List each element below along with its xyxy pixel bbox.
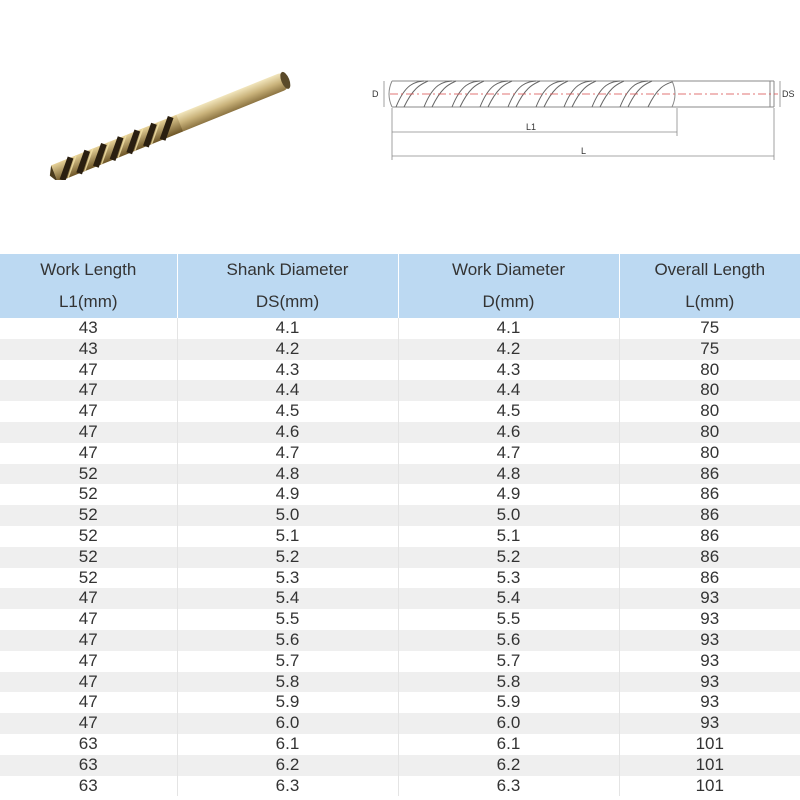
cell-shank-diameter: 5.2 xyxy=(177,547,398,568)
cell-work-diameter: 4.9 xyxy=(398,484,619,505)
cell-overall-length: 80 xyxy=(619,380,800,401)
table-row xyxy=(0,588,800,609)
cell-work-diameter: 5.0 xyxy=(398,505,619,526)
table-row xyxy=(0,318,800,339)
cell-work-length: 63 xyxy=(0,755,177,776)
table-row xyxy=(0,401,800,422)
cell-work-length: 47 xyxy=(0,422,177,443)
table-row xyxy=(0,713,800,734)
cell-work-diameter: 4.3 xyxy=(398,360,619,381)
cell-work-length: 63 xyxy=(0,776,177,797)
cell-work-diameter: 4.1 xyxy=(398,318,619,339)
cell-work-length: 52 xyxy=(0,526,177,547)
cell-work-diameter: 5.6 xyxy=(398,630,619,651)
table-row xyxy=(0,422,800,443)
cell-shank-diameter: 4.4 xyxy=(177,380,398,401)
cell-work-length: 63 xyxy=(0,734,177,755)
table-row xyxy=(0,630,800,651)
header-title: Work Diameter xyxy=(451,260,566,279)
cell-shank-diameter: 5.7 xyxy=(177,651,398,672)
cell-overall-length: 93 xyxy=(619,713,800,734)
table-body xyxy=(0,318,800,796)
header-title: Work Length xyxy=(40,260,137,279)
cell-shank-diameter: 6.0 xyxy=(177,713,398,734)
header-work-length xyxy=(0,254,177,318)
cell-shank-diameter: 4.6 xyxy=(177,422,398,443)
cell-work-length: 47 xyxy=(0,360,177,381)
cell-shank-diameter: 4.3 xyxy=(177,360,398,381)
table-row xyxy=(0,776,800,797)
cell-work-length: 52 xyxy=(0,547,177,568)
cell-work-length: 47 xyxy=(0,380,177,401)
cell-shank-diameter: 5.9 xyxy=(177,692,398,713)
cell-work-diameter: 4.2 xyxy=(398,339,619,360)
cell-overall-length: 75 xyxy=(619,318,800,339)
cell-work-length: 47 xyxy=(0,672,177,693)
cell-work-length: 43 xyxy=(0,318,177,339)
cell-overall-length: 86 xyxy=(619,505,800,526)
product-illustration-area xyxy=(0,0,800,254)
cell-overall-length: 86 xyxy=(619,464,800,485)
table-row xyxy=(0,526,800,547)
table-row xyxy=(0,339,800,360)
header-title: Overall Length xyxy=(654,260,766,279)
cell-overall-length: 93 xyxy=(619,692,800,713)
cell-overall-length: 80 xyxy=(619,360,800,381)
cell-overall-length: 101 xyxy=(619,734,800,755)
cell-overall-length: 75 xyxy=(619,339,800,360)
header-unit: D(mm) xyxy=(482,292,535,311)
header-title: Shank Diameter xyxy=(226,260,349,279)
cell-work-length: 52 xyxy=(0,484,177,505)
cell-work-length: 47 xyxy=(0,713,177,734)
cell-shank-diameter: 5.5 xyxy=(177,609,398,630)
cell-work-length: 43 xyxy=(0,339,177,360)
cell-work-diameter: 4.4 xyxy=(398,380,619,401)
table-row xyxy=(0,443,800,464)
cell-work-length: 47 xyxy=(0,588,177,609)
cell-overall-length: 80 xyxy=(619,401,800,422)
cell-overall-length: 93 xyxy=(619,609,800,630)
table-row xyxy=(0,380,800,401)
cell-shank-diameter: 4.1 xyxy=(177,318,398,339)
cell-work-length: 47 xyxy=(0,692,177,713)
cell-overall-length: 93 xyxy=(619,651,800,672)
cell-overall-length: 86 xyxy=(619,526,800,547)
cell-work-length: 52 xyxy=(0,505,177,526)
table-row xyxy=(0,672,800,693)
cell-overall-length: 93 xyxy=(619,588,800,609)
table-row xyxy=(0,755,800,776)
cell-shank-diameter: 5.1 xyxy=(177,526,398,547)
cell-shank-diameter: 6.2 xyxy=(177,755,398,776)
cell-overall-length: 101 xyxy=(619,755,800,776)
cell-work-diameter: 4.6 xyxy=(398,422,619,443)
diagram-label-l: L xyxy=(581,146,587,156)
table-row xyxy=(0,360,800,381)
cell-work-diameter: 5.9 xyxy=(398,692,619,713)
header-unit: L(mm) xyxy=(685,292,735,311)
cell-shank-diameter: 6.1 xyxy=(177,734,398,755)
diagram-label-ds: DS xyxy=(782,89,795,99)
table-row xyxy=(0,484,800,505)
cell-shank-diameter: 5.6 xyxy=(177,630,398,651)
header-unit: L1(mm) xyxy=(58,292,118,311)
cell-overall-length: 93 xyxy=(619,630,800,651)
table-header xyxy=(0,254,800,318)
cell-work-length: 47 xyxy=(0,651,177,672)
cell-work-diameter: 6.2 xyxy=(398,755,619,776)
cell-overall-length: 80 xyxy=(619,443,800,464)
cell-shank-diameter: 5.3 xyxy=(177,568,398,589)
header-shank-diameter xyxy=(177,254,398,318)
cell-shank-diameter: 5.8 xyxy=(177,672,398,693)
cell-work-diameter: 5.5 xyxy=(398,609,619,630)
diagram-label-l1: L1 xyxy=(526,122,537,132)
table-row xyxy=(0,609,800,630)
cell-work-diameter: 6.3 xyxy=(398,776,619,797)
cell-work-length: 47 xyxy=(0,401,177,422)
cell-work-diameter: 5.3 xyxy=(398,568,619,589)
cell-work-diameter: 5.8 xyxy=(398,672,619,693)
drill-dimension-diagram xyxy=(366,72,796,172)
cell-work-diameter: 6.0 xyxy=(398,713,619,734)
table-row xyxy=(0,547,800,568)
cell-shank-diameter: 4.8 xyxy=(177,464,398,485)
drill-bit-photo xyxy=(40,70,310,180)
cell-work-length: 47 xyxy=(0,609,177,630)
drill-spec-table xyxy=(0,254,800,796)
table-row xyxy=(0,651,800,672)
cell-work-length: 52 xyxy=(0,464,177,485)
cell-work-diameter: 5.1 xyxy=(398,526,619,547)
cell-work-diameter: 4.7 xyxy=(398,443,619,464)
cell-overall-length: 80 xyxy=(619,422,800,443)
diagram-label-d: D xyxy=(372,89,379,99)
header-work-diameter xyxy=(398,254,619,318)
cell-work-diameter: 4.5 xyxy=(398,401,619,422)
cell-shank-diameter: 5.4 xyxy=(177,588,398,609)
table-row xyxy=(0,734,800,755)
cell-work-diameter: 4.8 xyxy=(398,464,619,485)
cell-work-length: 47 xyxy=(0,630,177,651)
cell-overall-length: 86 xyxy=(619,547,800,568)
header-unit: DS(mm) xyxy=(255,292,320,311)
cell-work-length: 52 xyxy=(0,568,177,589)
cell-overall-length: 101 xyxy=(619,776,800,797)
cell-shank-diameter: 4.2 xyxy=(177,339,398,360)
table-row xyxy=(0,464,800,485)
cell-work-diameter: 6.1 xyxy=(398,734,619,755)
cell-shank-diameter: 5.0 xyxy=(177,505,398,526)
cell-shank-diameter: 4.7 xyxy=(177,443,398,464)
cell-work-diameter: 5.7 xyxy=(398,651,619,672)
table-row xyxy=(0,692,800,713)
cell-overall-length: 86 xyxy=(619,568,800,589)
table-row xyxy=(0,568,800,589)
header-overall-length xyxy=(619,254,800,318)
cell-overall-length: 93 xyxy=(619,672,800,693)
cell-work-length: 47 xyxy=(0,443,177,464)
cell-shank-diameter: 4.9 xyxy=(177,484,398,505)
cell-shank-diameter: 4.5 xyxy=(177,401,398,422)
cell-work-diameter: 5.2 xyxy=(398,547,619,568)
cell-shank-diameter: 6.3 xyxy=(177,776,398,797)
cell-overall-length: 86 xyxy=(619,484,800,505)
cell-work-diameter: 5.4 xyxy=(398,588,619,609)
table-row xyxy=(0,505,800,526)
